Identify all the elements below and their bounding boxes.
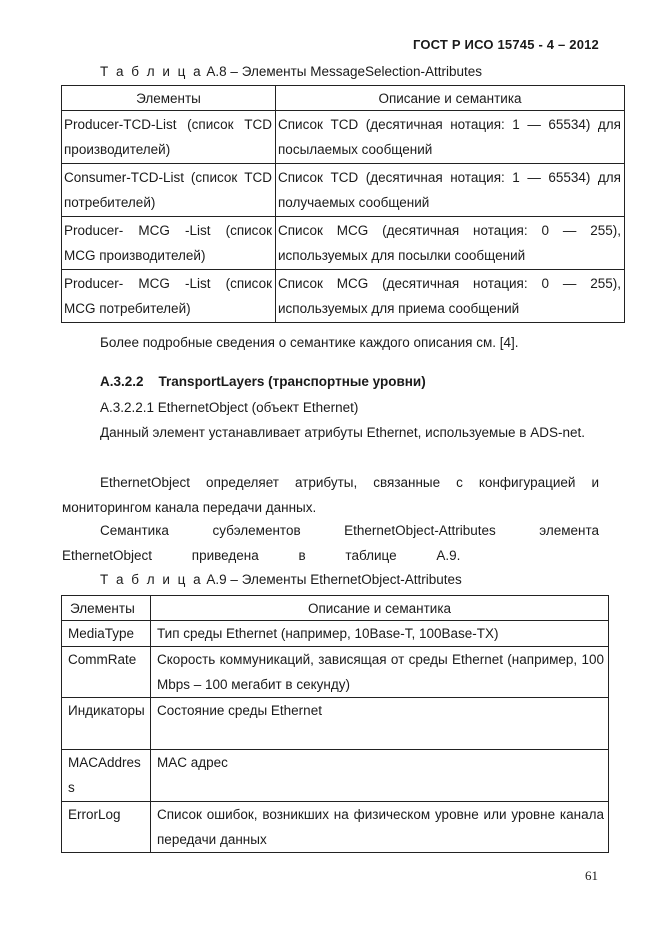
element-cell: CommRate: [62, 647, 151, 698]
description-cell: Список MCG (десятичная нотация: 0 — 255), используемых для приема сообщений: [276, 270, 625, 323]
paragraph: Данный элемент устанавливает атрибуты Ethernet, используемые в ADS-net.: [100, 425, 585, 440]
paragraph: Семантика субэлементов EthernetObject-Attributes элемента EthernetObject приведена в таблице А.9.: [62, 523, 599, 563]
element-cell: Producer- MCG -List (список MCG потребителей): [62, 270, 276, 323]
table-a9: [61, 595, 609, 853]
element-cell: ErrorLog: [62, 802, 151, 853]
column-header-elements: Элементы: [62, 596, 151, 621]
section-heading: [100, 374, 426, 389]
table-a8-caption-text: А.8 – Элементы MessageSelection-Attributes: [206, 64, 483, 79]
table-a8-caption: [100, 64, 482, 79]
table-row: [62, 647, 609, 698]
table-a9-caption-prefix: Т а б л и ц а: [100, 572, 203, 587]
table-row: [62, 111, 625, 164]
element-cell: Producer-TCD-List (список TCD производителей): [62, 111, 276, 164]
element-cell: Consumer-TCD-List (список TCD потребителей): [62, 164, 276, 217]
table-a9-caption: [100, 572, 462, 587]
element-cell: Producer- MCG -List (список MCG производителей): [62, 217, 276, 270]
description-cell: Список ошибок, возникших на физическом уровне или уровне канала передачи данных: [151, 802, 609, 853]
element-cell: MediaType: [62, 621, 151, 647]
table-row: [62, 698, 609, 750]
table-row: [62, 270, 625, 323]
table-a9-caption-text: А.9 – Элементы EthernetObject-Attributes: [206, 572, 462, 587]
table-header-row: [62, 596, 609, 621]
element-cell: MACAddress: [62, 750, 151, 802]
column-header-elements: Элементы: [62, 86, 276, 111]
description-cell: Скорость коммуникаций, зависящая от среды Ethernet (например, 100 Mbps – 100 мегабит в секунду): [151, 647, 609, 698]
table-a8: [61, 85, 625, 323]
table-a8-caption-prefix: Т а б л и ц а: [100, 64, 203, 79]
document-header: ГОСТ Р ИСО 15745 - 4 – 2012: [412, 37, 599, 52]
table-row: [62, 164, 625, 217]
paragraph: EthernetObject определяет атрибуты, связанные с конфигурацией и мониторингом канала передачи данных.: [62, 475, 599, 515]
subsection-heading: А.3.2.2.1 EthernetObject (объект Ethernet): [100, 400, 359, 415]
table-header-row: [62, 86, 625, 111]
column-header-description: Описание и семантика: [151, 596, 609, 621]
description-cell: Состояние среды Ethernet: [151, 698, 609, 750]
table-row: [62, 750, 609, 802]
table-row: [62, 802, 609, 853]
column-header-description: Описание и семантика: [276, 86, 625, 111]
element-cell: Индикаторы: [62, 698, 151, 750]
table-row: [62, 217, 625, 270]
section-number: А.3.2.2: [100, 374, 144, 389]
reference-note: Более подробные сведения о семантике каждого описания см. [4].: [100, 335, 519, 350]
description-cell: MAC адрес: [151, 750, 609, 802]
section-title: TransportLayers (транспортные уровни): [158, 374, 426, 389]
description-cell: Список TCD (десятичная нотация: 1 — 65534) для посылаемых сообщений: [276, 111, 625, 164]
table-row: [62, 621, 609, 647]
description-cell: Список MCG (десятичная нотация: 0 — 255), используемых для посылки сообщений: [276, 217, 625, 270]
description-cell: Тип среды Ethernet (например, 10Base-T, 100Base-TX): [151, 621, 609, 647]
page-number: 61: [585, 868, 598, 883]
description-cell: Список TCD (десятичная нотация: 1 — 65534) для получаемых сообщений: [276, 164, 625, 217]
